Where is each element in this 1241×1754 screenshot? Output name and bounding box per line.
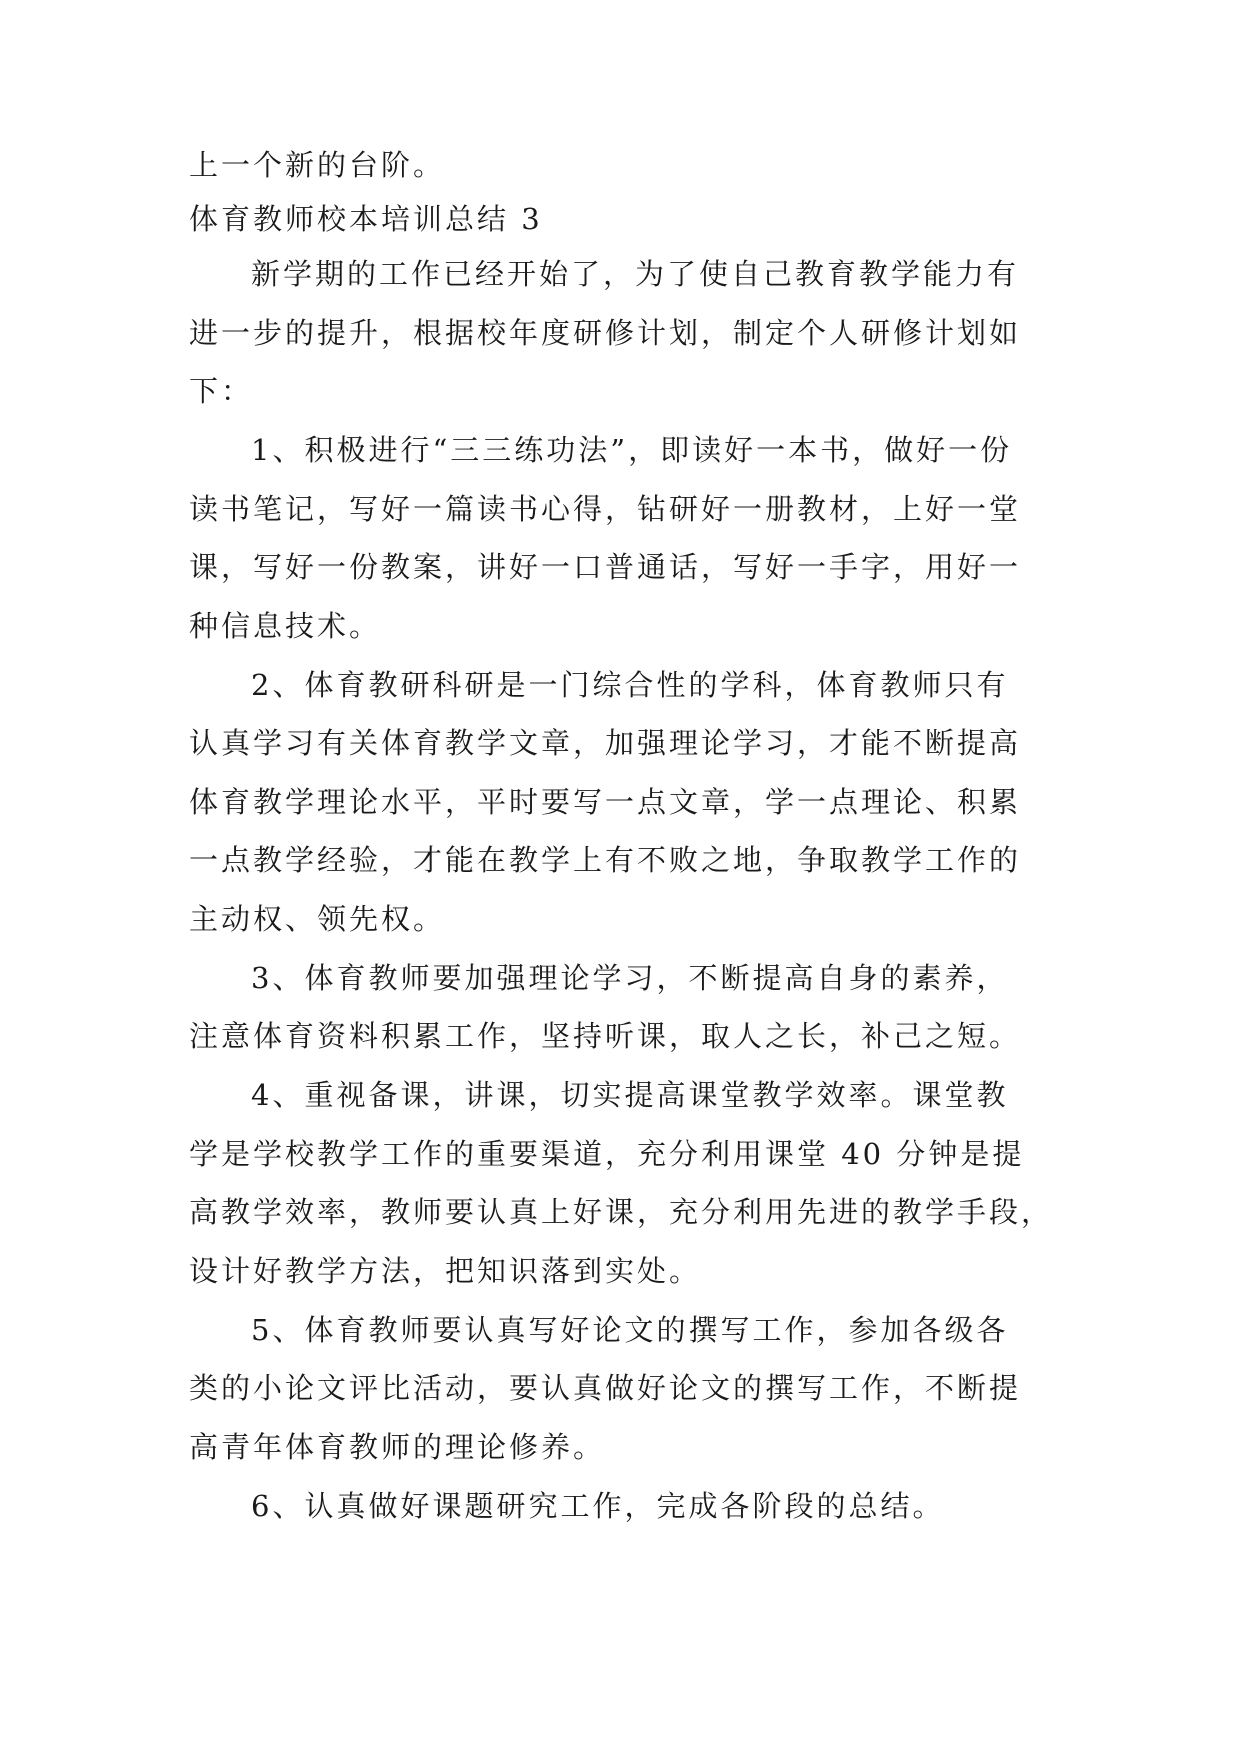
section-heading: 体育教师校本培训总结 3 xyxy=(189,202,543,236)
text-line: 种信息技术。 xyxy=(189,609,382,643)
text-line: 类的小论文评比活动，要认真做好论文的撰写工作，不断提 xyxy=(189,1371,1022,1405)
text-line: 4、重视备课，讲课，切实提高课堂教学效率。课堂教 xyxy=(251,1078,1009,1112)
text-line: 学是学校教学工作的重要渠道，充分利用课堂 40 分钟是提 xyxy=(189,1137,1025,1171)
text-line: 上一个新的台阶。 xyxy=(189,148,446,182)
text-line: 下： xyxy=(189,374,254,408)
text-line: 5、体育教师要认真写好论文的撰写工作，参加各级各 xyxy=(251,1313,1009,1347)
text-line: 认真学习有关体育教学文章，加强理论学习，才能不断提高 xyxy=(189,726,1022,760)
text-line: 新学期的工作已经开始了，为了使自己教育教学能力有 xyxy=(251,257,1020,291)
text-line: 主动权、领先权。 xyxy=(189,902,446,936)
text-line: 体育教学理论水平，平时要写一点文章，学一点理论、积累 xyxy=(189,785,1022,819)
text-line: 高教学效率，教师要认真上好课，充分利用先进的教学手段， xyxy=(189,1195,1054,1229)
text-line: 3、体育教师要加强理论学习，不断提高自身的素养， xyxy=(251,961,1009,995)
text-line: 一点教学经验，才能在教学上有不败之地，争取教学工作的 xyxy=(189,843,1022,877)
text-line: 高青年体育教师的理论修养。 xyxy=(189,1430,606,1464)
text-line: 6、认真做好课题研究工作，完成各阶段的总结。 xyxy=(251,1489,945,1523)
text-line: 设计好教学方法，把知识落到实处。 xyxy=(189,1254,702,1288)
text-line: 2、体育教研科研是一门综合性的学科，体育教师只有 xyxy=(251,668,1009,702)
text-line: 1、积极进行“三三练功法”，即读好一本书，做好一份 xyxy=(251,433,1013,467)
text-line: 课，写好一份教案，讲好一口普通话，写好一手字，用好一 xyxy=(189,550,1022,584)
text-line: 注意体育资料积累工作，坚持听课，取人之长，补己之短。 xyxy=(189,1019,1022,1053)
text-line: 进一步的提升，根据校年度研修计划，制定个人研修计划如 xyxy=(189,316,1022,350)
text-line: 读书笔记，写好一篇读书心得，钻研好一册教材，上好一堂 xyxy=(189,492,1022,526)
